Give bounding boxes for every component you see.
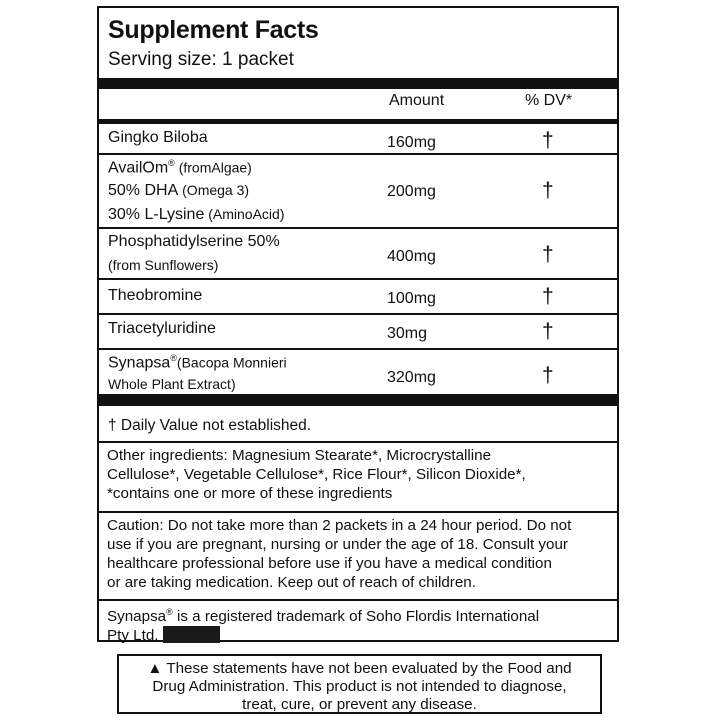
ingredient-amount: 30mg: [387, 325, 428, 342]
supplement-facts-panel: [97, 6, 619, 645]
ingredient-amount: 400mg: [387, 248, 436, 265]
dv-dagger: †: [542, 364, 554, 387]
ingredient-subline: 50% DHA (Omega 3): [108, 182, 250, 199]
daily-value-note: † Daily Value not established.: [108, 417, 312, 434]
ingredient-name: Triacetyluridine: [108, 320, 216, 337]
dv-dagger: †: [542, 243, 554, 266]
row-divider: [99, 348, 617, 350]
thick-divider-top: [99, 78, 617, 89]
trademark-notice: Synapsa® is a registered trademark of Soho Flordis International Pty Ltd.: [107, 607, 540, 645]
caution-line: healthcare professional before use if you have a medical condition: [107, 555, 552, 572]
section-divider: [99, 599, 617, 601]
other-ingredients-line: *contains one or more of these ingredients: [107, 485, 393, 502]
redaction-block: [163, 626, 220, 643]
header-divider: [99, 119, 617, 124]
ingredient-amount: 320mg: [387, 369, 436, 386]
row-divider: [99, 313, 617, 315]
dv-dagger: †: [542, 179, 554, 202]
column-header-dv: % DV*: [525, 92, 573, 109]
dv-dagger: †: [542, 320, 554, 343]
row-divider: [99, 278, 617, 280]
row-divider: [99, 153, 617, 155]
caution-text: [107, 516, 609, 592]
ingredient-amount: 160mg: [387, 134, 436, 151]
caution-line: use if you are pregnant, nursing or under the age of 18. Consult your: [107, 536, 568, 553]
dv-dagger: †: [542, 129, 554, 152]
caution-line: Caution: Do not take more than 2 packets in a 24 hour period. Do not: [107, 517, 572, 534]
thick-divider-bottom: [99, 394, 617, 406]
fda-disclaimer-line: Drug Administration. This product is not intended to diagnose,: [152, 678, 567, 695]
dv-dagger: †: [542, 285, 554, 308]
fda-disclaimer-line: ▲ These statements have not been evaluated by the Food and: [147, 660, 572, 677]
ingredient-subline: Whole Plant Extract): [108, 376, 236, 392]
section-divider: [99, 511, 617, 513]
ingredient-name: AvailOm® (fromAlgae): [108, 158, 252, 177]
serving-size: Serving size: 1 packet: [108, 49, 294, 70]
ingredient-amount: 100mg: [387, 290, 436, 307]
caution-line: or are taking medication. Keep out of reach of children.: [107, 574, 476, 591]
ingredient-name: Gingko Biloba: [108, 129, 208, 146]
fda-disclaimer-line: treat, cure, or prevent any disease.: [242, 696, 477, 713]
ingredient-name: Synapsa®(Bacopa Monnieri: [108, 353, 287, 372]
ingredient-name: Theobromine: [108, 287, 203, 304]
other-ingredients-line: Other ingredients: Magnesium Stearate*, Microcrystalline: [107, 447, 492, 464]
other-ingredients-line: Cellulose*, Vegetable Cellulose*, Rice Flour*, Silicon Dioxide*,: [107, 466, 526, 483]
panel-title: Supplement Facts: [108, 16, 319, 44]
column-header-amount: Amount: [389, 92, 445, 109]
ingredient-subline: 30% L-Lysine (AminoAcid): [108, 206, 285, 223]
ingredient-amount: 200mg: [387, 183, 436, 200]
section-divider: [99, 441, 617, 443]
other-ingredients: [107, 446, 609, 503]
fda-disclaimer-box: [117, 654, 602, 714]
ingredient-subline: (from Sunflowers): [108, 257, 219, 273]
ingredient-name: Phosphatidylserine 50%: [108, 233, 280, 250]
row-divider: [99, 227, 617, 229]
